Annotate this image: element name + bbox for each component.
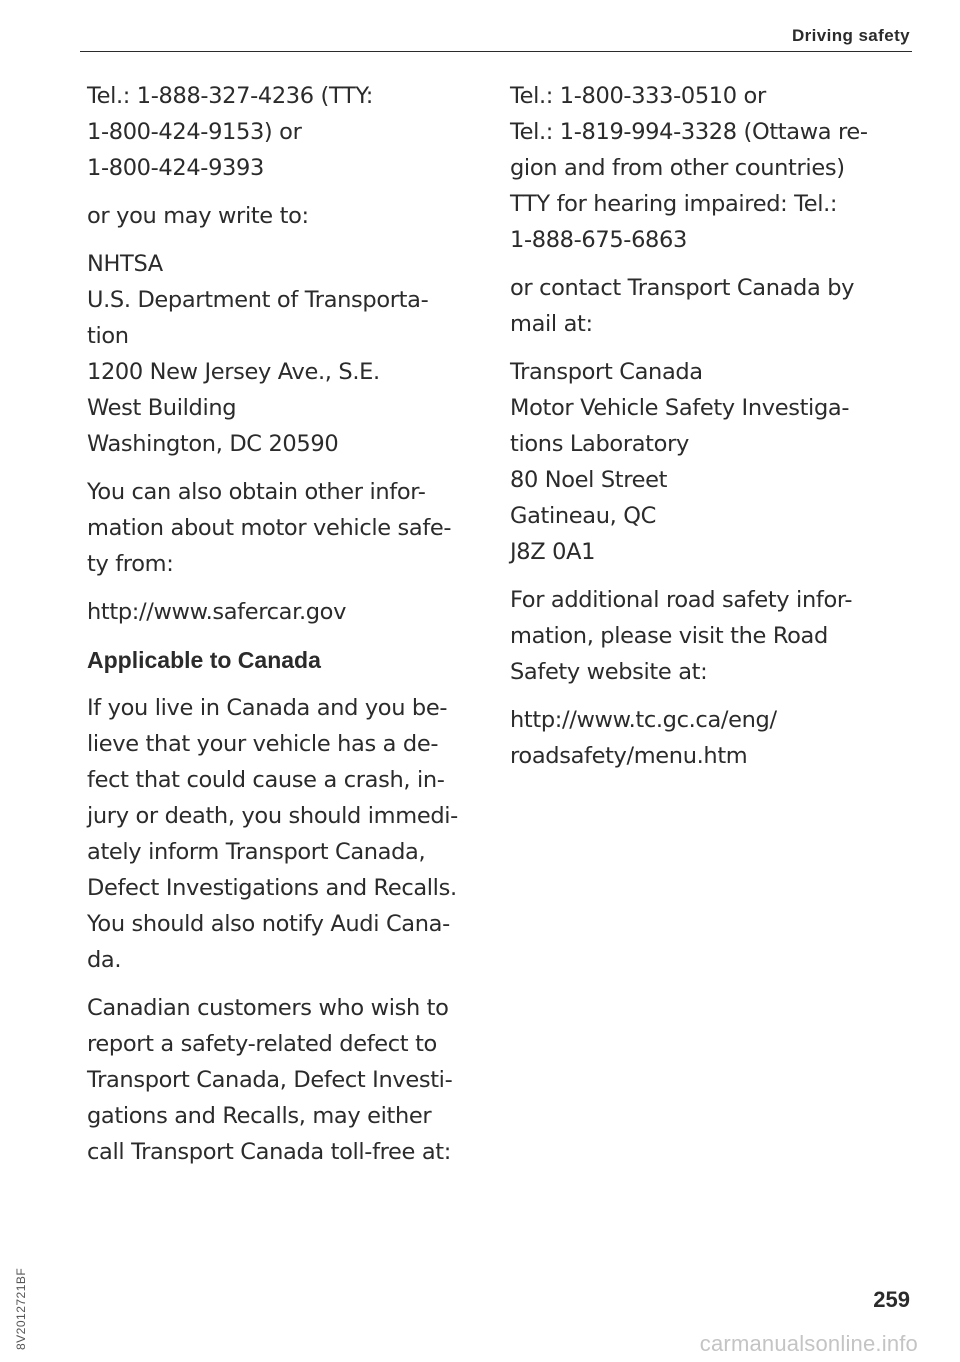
document-code: 8V2012721BF bbox=[14, 1267, 28, 1350]
text-line: Gatineau, QC bbox=[510, 503, 656, 529]
text-line: 1-800-424-9153) or bbox=[87, 119, 302, 145]
contact-phone-paragraph bbox=[87, 78, 487, 186]
text-line: lieve that your vehicle has a de- bbox=[87, 731, 439, 757]
text-line: Transport Canada bbox=[510, 359, 703, 385]
nhtsa-address bbox=[87, 246, 487, 462]
canada-defect-paragraph bbox=[87, 690, 487, 978]
right-column bbox=[510, 78, 920, 786]
text-line: West Building bbox=[87, 395, 237, 421]
text-line: Washington, DC 20590 bbox=[87, 431, 339, 457]
watermark: carmanualsonline.info bbox=[699, 1331, 918, 1356]
text-line: tions Laboratory bbox=[510, 431, 689, 457]
text-line: call Transport Canada toll-free at: bbox=[87, 1139, 451, 1165]
canada-heading: Applicable to Canada bbox=[87, 647, 321, 673]
text-line: NHTSA bbox=[87, 251, 163, 277]
road-safety-url-paragraph bbox=[510, 702, 920, 774]
road-safety-url: roadsafety/menu.htm bbox=[510, 743, 748, 769]
road-safety-url: http://www.tc.gc.ca/eng/ bbox=[510, 707, 777, 733]
text-line: Tel.: 1-819-994-3328 (Ottawa re- bbox=[510, 119, 868, 145]
other-info-paragraph bbox=[87, 474, 487, 582]
text-line: fect that could cause a crash, in- bbox=[87, 767, 445, 793]
safercar-url: http://www.safercar.gov bbox=[87, 599, 347, 625]
transport-canada-address bbox=[510, 354, 920, 570]
text-line: If you live in Canada and you be- bbox=[87, 695, 448, 721]
write-to-paragraph bbox=[87, 198, 487, 234]
text-line: ately inform Transport Canada, bbox=[87, 839, 426, 865]
road-safety-paragraph bbox=[510, 582, 920, 690]
text-line: mation, please visit the Road bbox=[510, 623, 828, 649]
text-line: U.S. Department of Transporta- bbox=[87, 287, 429, 313]
page-number: 259 bbox=[873, 1287, 910, 1312]
text-line: You should also notify Audi Cana- bbox=[87, 911, 450, 937]
text-line: J8Z 0A1 bbox=[510, 539, 596, 565]
text-line: Canadian customers who wish to bbox=[87, 995, 449, 1021]
text-line: 1-888-675-6863 bbox=[510, 227, 687, 253]
header-divider bbox=[80, 51, 912, 52]
text-line: gion and from other countries) bbox=[510, 155, 845, 181]
text-line: TTY for hearing impaired: Tel.: bbox=[510, 191, 838, 217]
contact-mail-paragraph bbox=[510, 270, 920, 342]
text-line: For additional road safety infor- bbox=[510, 587, 853, 613]
text-line: mation about motor vehicle safe- bbox=[87, 515, 452, 541]
canada-phone-paragraph bbox=[510, 78, 920, 258]
text-line: Motor Vehicle Safety Investiga- bbox=[510, 395, 850, 421]
text-line: ty from: bbox=[87, 551, 174, 577]
text-line: mail at: bbox=[510, 311, 593, 337]
text-line: Transport Canada, Defect Investi- bbox=[87, 1067, 453, 1093]
canadian-customers-paragraph bbox=[87, 990, 487, 1170]
text-line: You can also obtain other infor- bbox=[87, 479, 426, 505]
text-line: Safety website at: bbox=[510, 659, 708, 685]
text-line: tion bbox=[87, 323, 129, 349]
text-line: Defect Investigations and Recalls. bbox=[87, 875, 457, 901]
text-line: 1200 New Jersey Ave., S.E. bbox=[87, 359, 380, 385]
text-line: report a safety-related defect to bbox=[87, 1031, 437, 1057]
text-line: Tel.: 1-800-333-0510 or bbox=[510, 83, 766, 109]
safercar-url-paragraph bbox=[87, 594, 487, 630]
text-line: jury or death, you should immedi- bbox=[87, 803, 458, 829]
left-column bbox=[87, 78, 487, 1182]
text-line: da. bbox=[87, 947, 122, 973]
text-line: Tel.: 1-888-327-4236 (TTY: bbox=[87, 83, 373, 109]
section-title: Driving safety bbox=[791, 26, 910, 45]
text-line: or contact Transport Canada by bbox=[510, 275, 855, 301]
text-line: gations and Recalls, may either bbox=[87, 1103, 432, 1129]
text-line: or you may write to: bbox=[87, 203, 309, 229]
text-line: 1-800-424-9393 bbox=[87, 155, 264, 181]
text-line: 80 Noel Street bbox=[510, 467, 668, 493]
